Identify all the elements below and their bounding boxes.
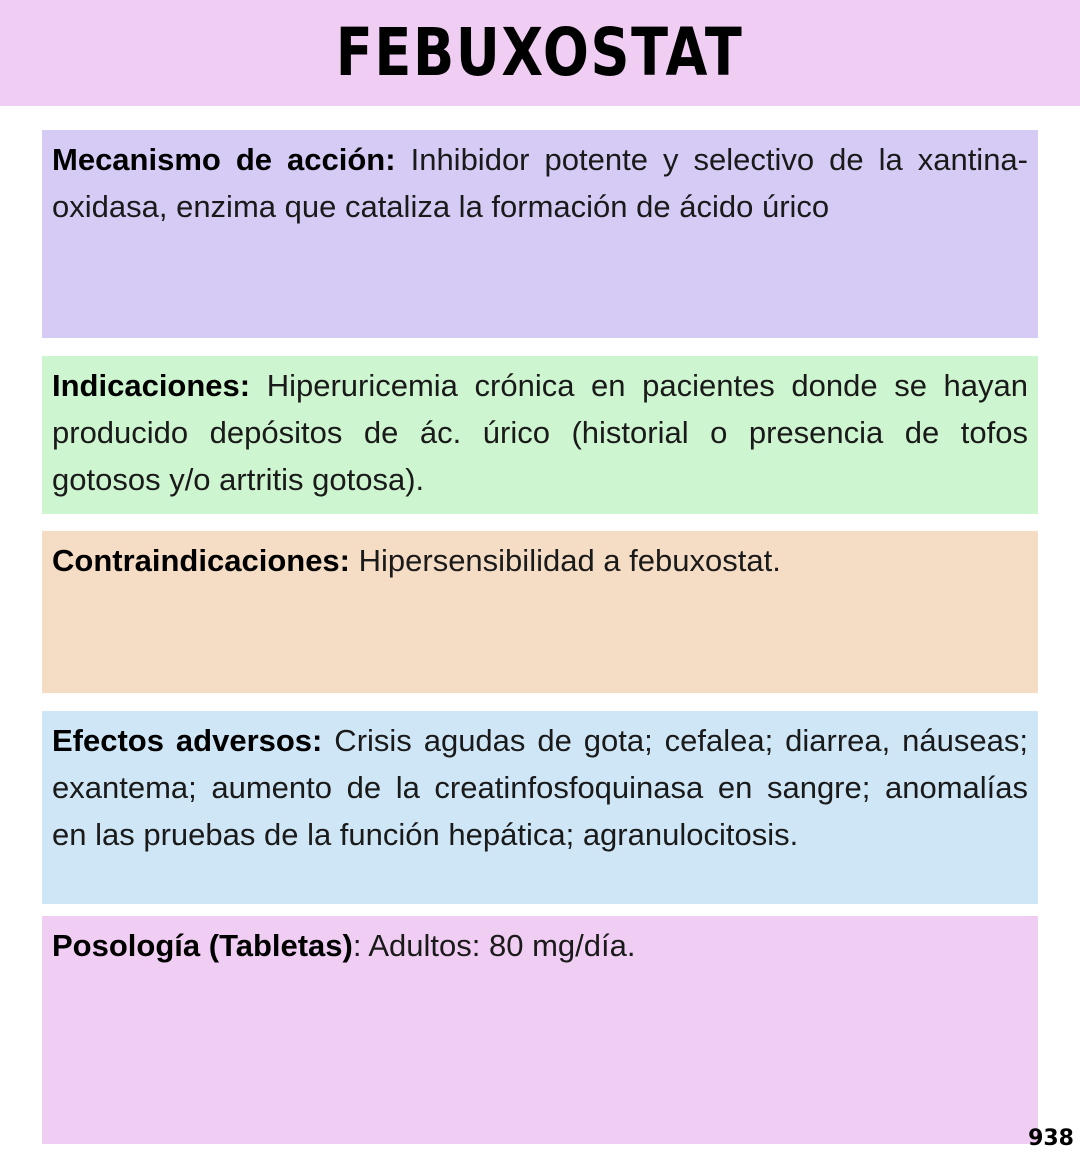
section-label-efectos: Efectos adversos: (52, 723, 323, 758)
section-mecanismo (42, 130, 1038, 338)
section-text-efectos: Crisis agudas de gota; cefalea; diarrea, náuseas; exantema; aumento de la creatinfosfoquinasa en sangre; anomalías en las pruebas de la función hepática; agranulocitosis. (52, 723, 1028, 852)
section-label-indicaciones: Indicaciones: (52, 368, 251, 403)
section-posologia (42, 916, 1038, 1144)
title-banner (0, 0, 1080, 106)
page-title: FEBUXOSTAT (336, 14, 744, 91)
section-label-mecanismo: Mecanismo de acción: (52, 142, 396, 177)
section-text-mecanismo: Inhibidor potente y selectivo de la xantina-oxidasa, enzima que cataliza la formación de ácido úrico (52, 142, 1028, 224)
page-number: 938 (1028, 1126, 1074, 1151)
section-efectos-adversos (42, 711, 1038, 904)
section-label-contraindicaciones: Contraindicaciones: (52, 543, 350, 578)
section-indicaciones (42, 356, 1038, 514)
section-text-contraindicaciones: Hipersensibilidad a febuxostat. (350, 543, 781, 578)
section-text-posologia: : Adultos: 80 mg/día. (352, 928, 636, 963)
section-label-posologia: Posología (Tabletas) (52, 928, 353, 963)
section-text-indicaciones: Hiperuricemia crónica en pacientes donde se hayan producido depósitos de ác. úrico (historial o presencia de tofos gotosos y/o artritis gotosa). (52, 368, 1028, 497)
section-contraindicaciones (42, 531, 1038, 693)
